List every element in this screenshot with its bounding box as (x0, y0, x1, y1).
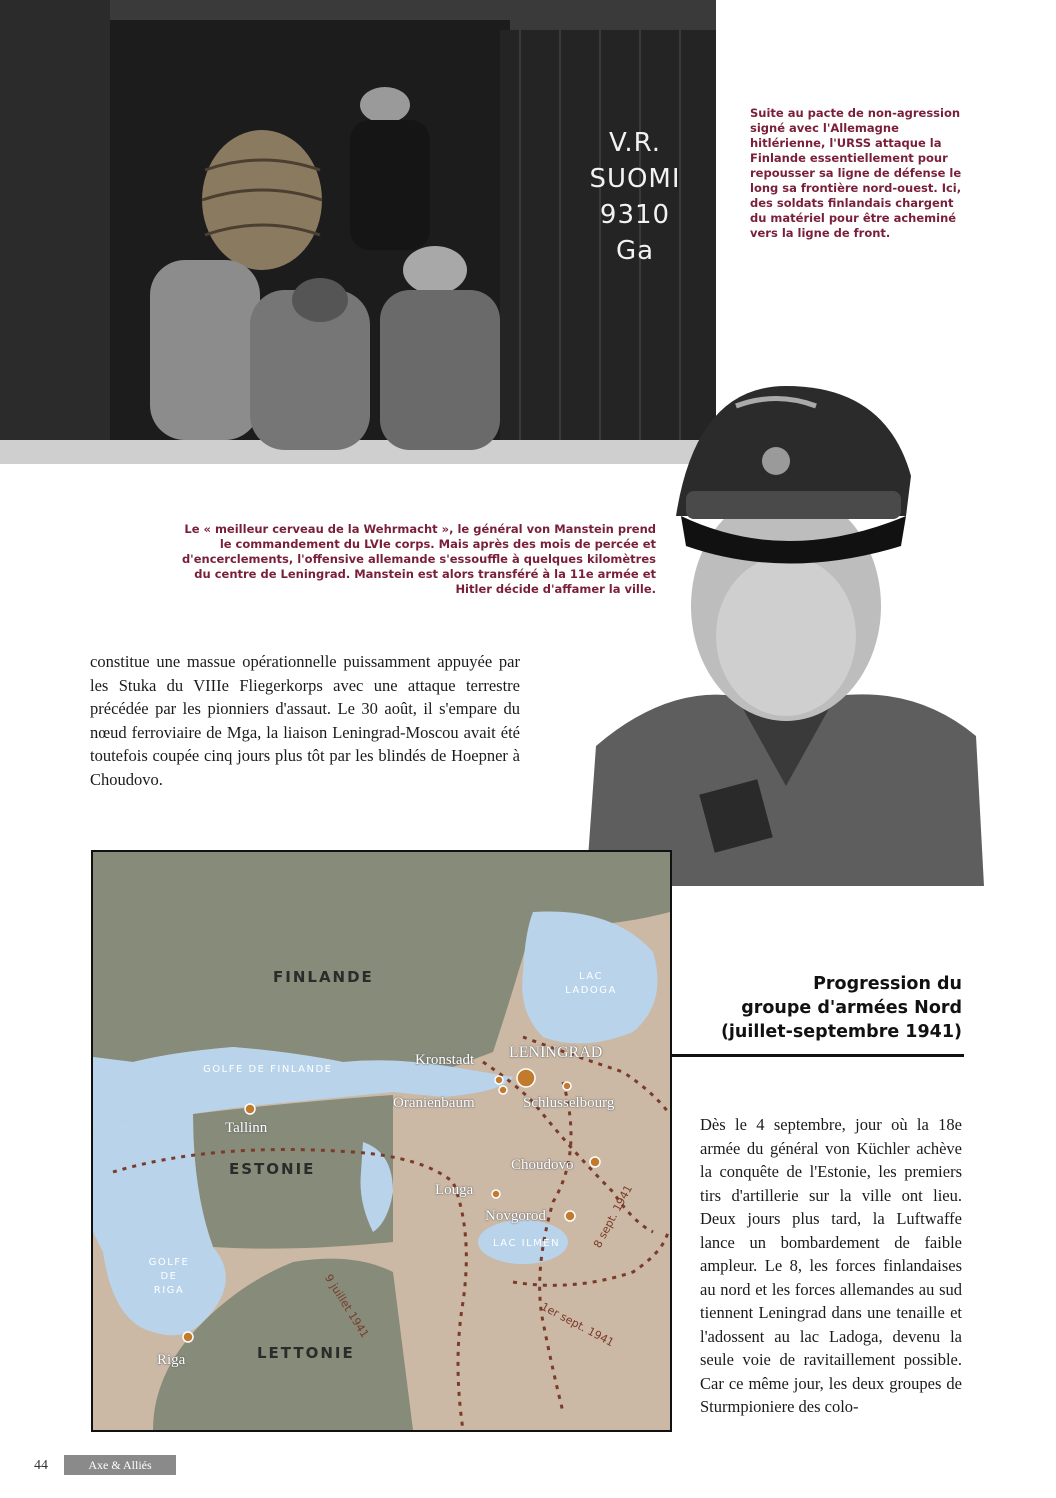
map-city-riga: Riga (157, 1352, 186, 1368)
stencil-line: SUOMI (589, 164, 681, 194)
stencil-line: V.R. (608, 128, 662, 158)
map-city-louga: Louga (435, 1182, 474, 1198)
wagon-stencil (580, 125, 690, 269)
section-title-line: (juillet-septembre 1941) (720, 1022, 962, 1042)
section-title (672, 972, 962, 1044)
caption-train-photo: Suite au pacte de non-agression signé avec l'Allemagne hitlérienne, l'URSS attaque la Finlande essentiellement pour repousser sa ligne de défense le long sa frontière nord-ouest. Ici, des soldats finlandais chargent du matériel pour être acheminé vers la ligne de front. (750, 106, 962, 240)
map-label-golfe-riga (139, 1256, 199, 1298)
map-label-estonie: ESTONIE (229, 1160, 316, 1178)
map-label-finlande: FINLANDE (273, 968, 374, 986)
map-label-golfe-riga-line: RIGA (153, 1285, 185, 1296)
caption-general-photo: Le « meilleur cerveau de la Wehrmacht », le général von Manstein prend le commandement du LVIe corps. Mais après des mois de percée et d'encerclements, l'offensive allemande s'essouffle à quelques kilomètres du centre de Leningrad. Manstein est alors transféré à la 11e armée et Hitler décide d'affamer la ville. (181, 522, 656, 596)
map-city-leningrad: LENINGRAD (509, 1044, 603, 1061)
map-army-group-north-progression (91, 850, 672, 1432)
section-title-rule (672, 1054, 964, 1057)
article-paragraph-2: Dès le 4 septembre, jour où la 18e armée du général von Küchler achève la conquête de l'Estonie, les premiers tirs d'artillerie sur la ville ont lieu. Deux jours plus tard, la Luftwaffe lance un bombardement de faible ampleur. Le 8, les forces finlandaises au nord et les forces allemandes au sud tiennent Leningrad dans une tenaille et l'adossent au lac Ladoga, devenu la seule voie de ravitaillement possible. Car ce même jour, les deux groupes de Sturmpioniere des colo- (700, 1115, 962, 1416)
map-label-lac-ilmen: LAC ILMEN (493, 1238, 561, 1249)
page-number: 44 (34, 1458, 48, 1473)
map-city-kronstadt: Kronstadt (415, 1052, 475, 1068)
map-label-golfe-riga-line: DE (160, 1271, 178, 1282)
map-label-lettonie: LETTONIE (257, 1344, 355, 1362)
map-route-label-sept-8: 8 sept. 1941 (591, 1182, 636, 1251)
map-city-schlusselbourg: Schlusselbourg (523, 1095, 615, 1111)
stencil-line: 9310 (599, 200, 671, 230)
map-label-golfe-riga-line: GOLFE (148, 1257, 190, 1268)
map-label-lac-ladoga (561, 970, 621, 998)
section-title-line: Progression du (813, 974, 962, 994)
map-city-oranienbaum: Oranienbaum (393, 1095, 475, 1111)
map-city-tallinn: Tallinn (225, 1120, 268, 1136)
map-label-lac-ladoga-line: LAC (579, 971, 603, 982)
map-route-label-juillet: 9 juillet 1941 (321, 1272, 372, 1341)
map-label-lac-ladoga-line: LADOGA (565, 985, 617, 996)
map-label-golfe-finlande: GOLFE DE FINLANDE (203, 1064, 333, 1075)
map-route-label-sept-1: 1er sept. 1941 (538, 1300, 617, 1350)
magazine-name-tag: Axe & Alliés (64, 1455, 176, 1475)
map-city-novgorod: Novgorod (485, 1208, 546, 1224)
photo-general-manstein (586, 366, 984, 886)
map-illustration (93, 852, 670, 1430)
general-portrait-illustration (586, 366, 984, 886)
map-city-choudovo: Choudovo (511, 1157, 574, 1173)
stencil-line: Ga (615, 236, 655, 266)
section-title-line: groupe d'armées Nord (741, 998, 962, 1018)
article-paragraph-1: constitue une massue opérationnelle puissamment appuyée par les Stuka du VIIIe Fliegerkorps avec une attaque terrestre précédée par les pionniers d'assaut. Le 30 août, il s'empare du nœud ferroviaire de Mga, la liaison Leningrad-Moscou avait été toutefois coupée cinq jours plus tôt par les blindés de Hoepner à Choudovo. (90, 652, 520, 789)
